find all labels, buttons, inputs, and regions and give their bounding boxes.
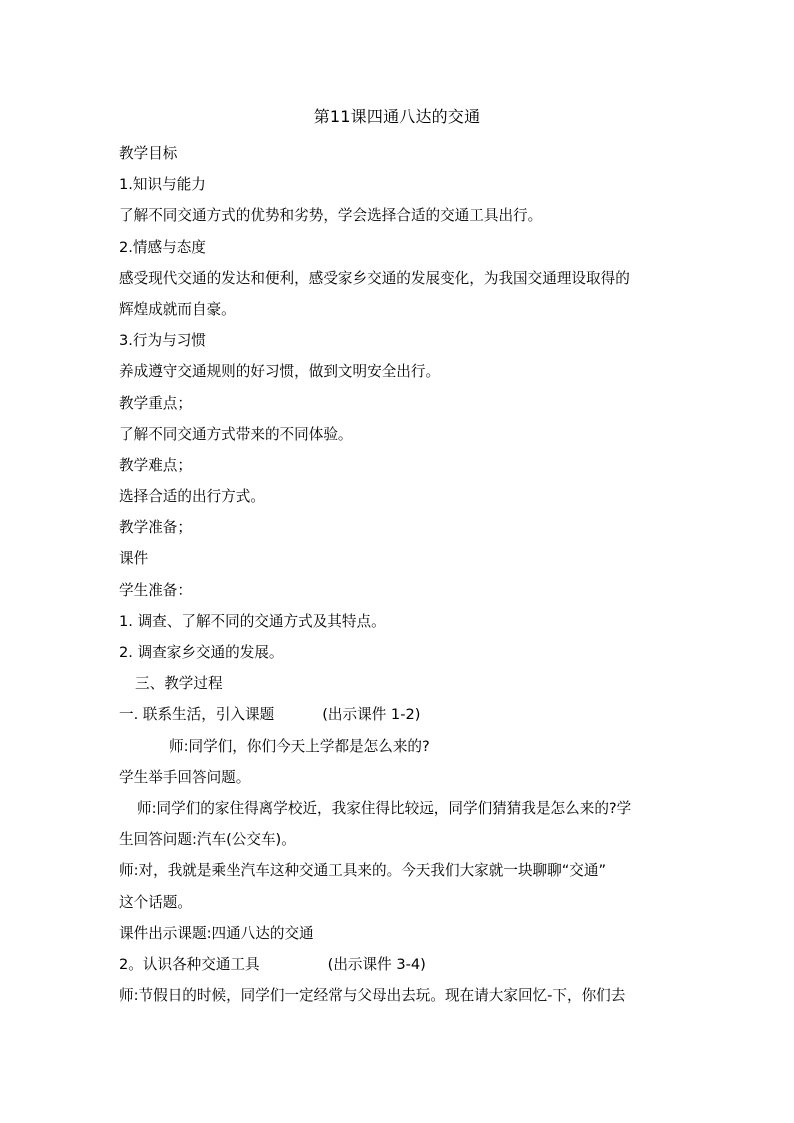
- courseware-note: (出示课件 3-4): [327, 955, 426, 973]
- text-line: 学生举手回答问题。: [119, 768, 251, 786]
- text-line: 1. 调查、了解不同的交通方式及其特点。: [119, 612, 386, 630]
- text-line: [119, 705, 679, 736]
- text-line: 师:同学们的家住得离学校近，我家住得比较远，同学们猜猜我是怎么来的?学: [137, 799, 632, 817]
- text-line: 选择合适的出行方式。: [119, 488, 265, 506]
- text-line: 感受现代交通的发达和便利，感受家乡交通的发展变化，为我国交通理设取得的: [119, 269, 630, 287]
- text-line: 生回答问题:汽车(公交车)。: [119, 831, 296, 849]
- text-line: 课件出示课题:四通八达的交通: [119, 924, 314, 942]
- step-heading: 一. 联系生活，引入课题: [119, 706, 275, 724]
- section-heading: 三、教学过程: [135, 675, 223, 693]
- text-line: 课件: [119, 550, 149, 568]
- text-line: 2.情感与态度: [119, 238, 206, 256]
- text-line: 教学重点；: [119, 394, 192, 412]
- text-line: 3.行为与习惯: [119, 332, 206, 350]
- text-line: 了解不同交通方式带来的不同体验。: [119, 425, 353, 443]
- text-line: 2. 调查家乡交通的发展。: [119, 644, 284, 661]
- text-line: 辉煌成就而自豪。: [119, 300, 236, 318]
- text-line: 1.知识与能力: [119, 176, 206, 194]
- step-heading: 2。认识各种交通工具: [119, 955, 260, 973]
- text-line: 教学目标: [119, 145, 178, 162]
- document-body: [119, 144, 679, 1017]
- text-line: 这个话题。: [119, 893, 192, 911]
- text-line: 了解不同交通方式的优势和劣势，学会选择合适的交通工具出行。: [119, 207, 543, 225]
- text-line: 教学准备；: [119, 519, 192, 537]
- text-line: [119, 955, 679, 986]
- text-line: 学生准备：: [119, 581, 192, 599]
- text-line: 师:节假日的时候，同学们一定经常与父母出去玩。现在请大家回忆-下，你们去: [119, 987, 626, 1005]
- text-line: 养成遵守交通规则的好习惯，做到文明安全出行。: [119, 363, 441, 381]
- text-line: 教学难点；: [119, 456, 192, 474]
- text-line: 师:对，我就是乘坐汽车这种交通工具来的。今天我们大家就一块聊聊“交通”: [119, 862, 607, 880]
- text-line: 师:同学们，你们今天上学都是怎么来的?: [169, 737, 430, 755]
- lesson-title: 第11课四通八达的交通: [313, 107, 481, 126]
- courseware-note: (出示课件 1-2): [322, 706, 421, 724]
